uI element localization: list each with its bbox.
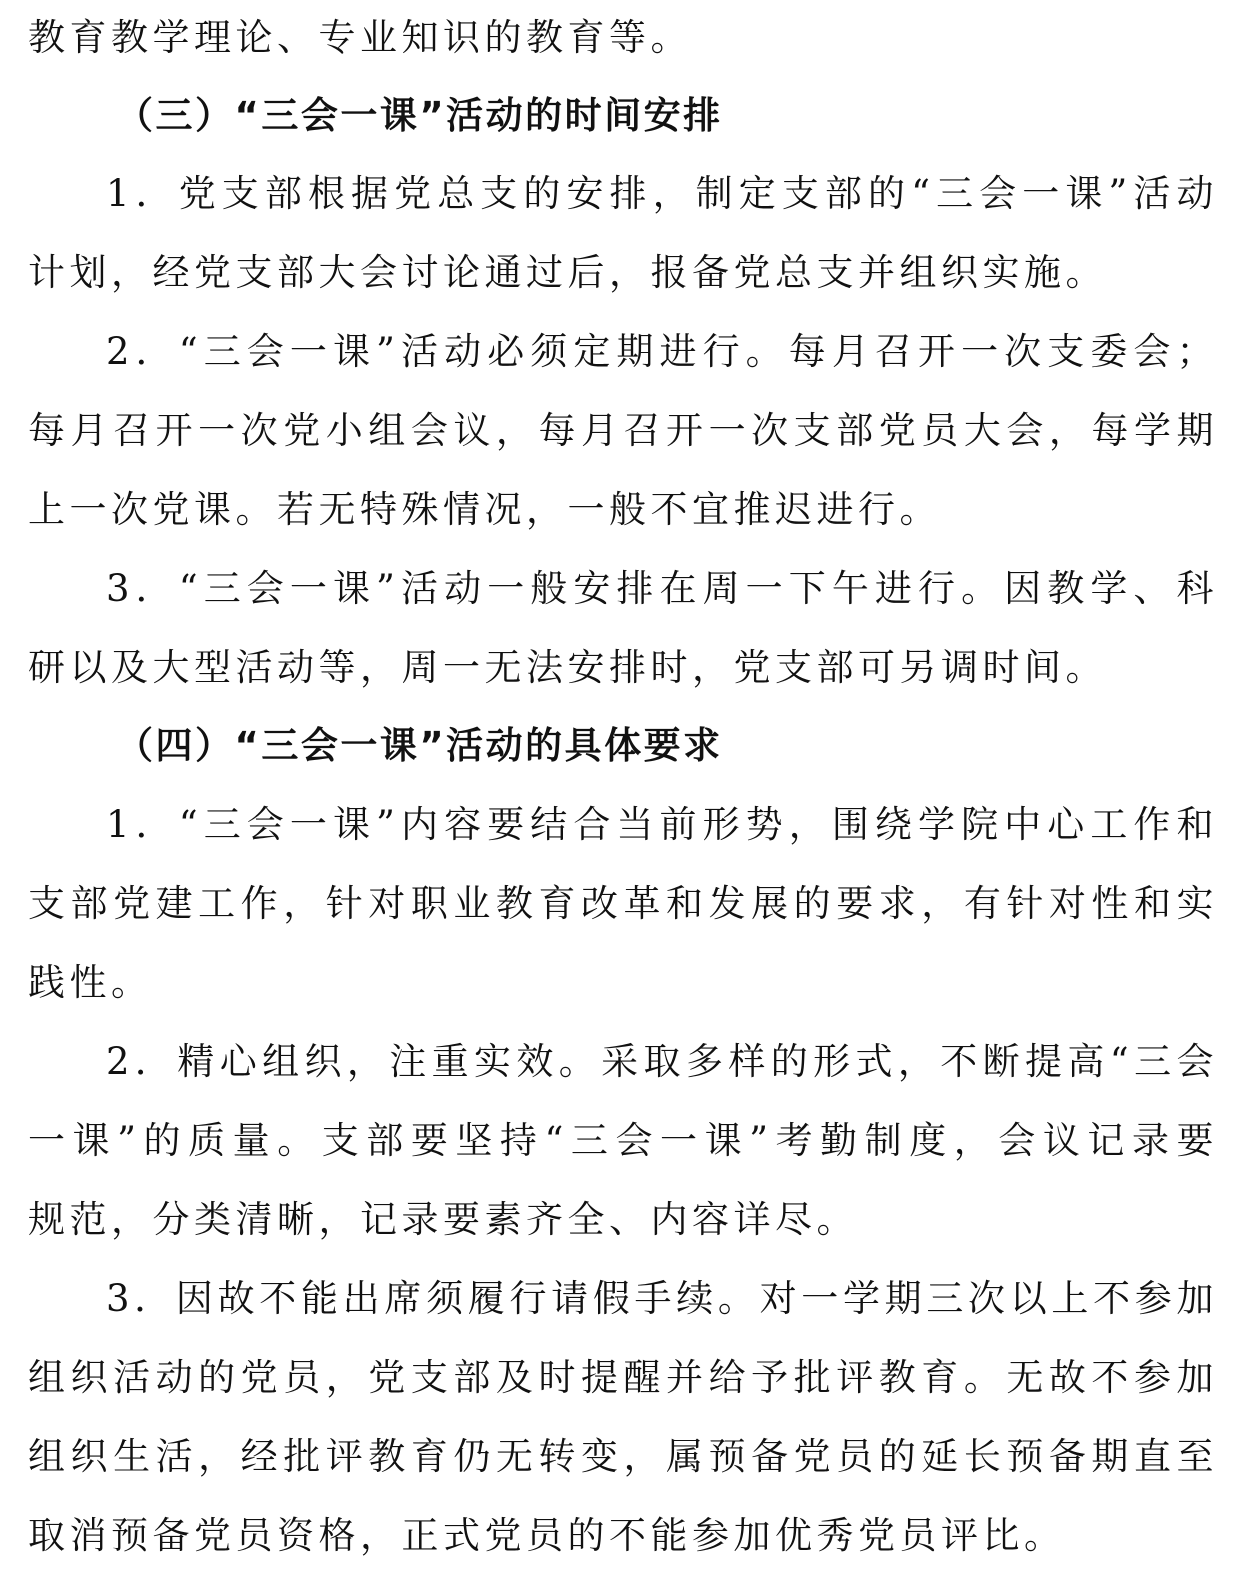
section-heading-4: （四）“三会一课”活动的具体要求 [116, 724, 723, 767]
paragraph-line: 组织生活，经批评教育仍无转变，属预备党员的延长预备期直至 [28, 1435, 1218, 1478]
paragraph-line: 支部党建工作，针对职业教育改革和发展的要求，有针对性和实 [28, 882, 1218, 925]
paragraph-line: 3．因故不能出席须履行请假手续。对一学期三次以上不参加 [106, 1277, 1218, 1320]
paragraph-line: 2．精心组织，注重实效。采取多样的形式，不断提高“三会 [106, 1040, 1218, 1083]
paragraph-line: 规范，分类清晰，记录要素齐全、内容详尽。 [28, 1198, 858, 1241]
paragraph-line: 上一次党课。若无特殊情况，一般不宜推迟进行。 [28, 488, 941, 531]
paragraph-line: 践性。 [28, 961, 153, 1004]
paragraph-line: 3．“三会一课”活动一般安排在周一下午进行。因教学、科 [106, 567, 1218, 610]
paragraph-line: 2．“三会一课”活动必须定期进行。每月召开一次支委会； [106, 330, 1218, 373]
paragraph-line: 1．“三会一课”内容要结合当前形势，围绕学院中心工作和 [106, 803, 1218, 846]
paragraph-line: 计划，经党支部大会讨论通过后，报备党总支并组织实施。 [28, 251, 1107, 294]
paragraph-line: 组织活动的党员，党支部及时提醒并给予批评教育。无故不参加 [28, 1356, 1218, 1399]
section-heading-3: （三）“三会一课”活动的时间安排 [116, 94, 723, 137]
paragraph-line: 一课”的质量。支部要坚持“三会一课”考勤制度，会议记录要 [28, 1119, 1218, 1162]
paragraph-line: 取消预备党员资格，正式党员的不能参加优秀党员评比。 [28, 1514, 1066, 1557]
paragraph-line: 研以及大型活动等，周一无法安排时，党支部可另调时间。 [28, 646, 1107, 689]
paragraph-line: 1．党支部根据党总支的安排，制定支部的“三会一课”活动 [106, 172, 1218, 215]
paragraph-line: 每月召开一次党小组会议，每月召开一次支部党员大会，每学期 [28, 409, 1218, 452]
paragraph-line: 教育教学理论、专业知识的教育等。 [28, 16, 692, 59]
